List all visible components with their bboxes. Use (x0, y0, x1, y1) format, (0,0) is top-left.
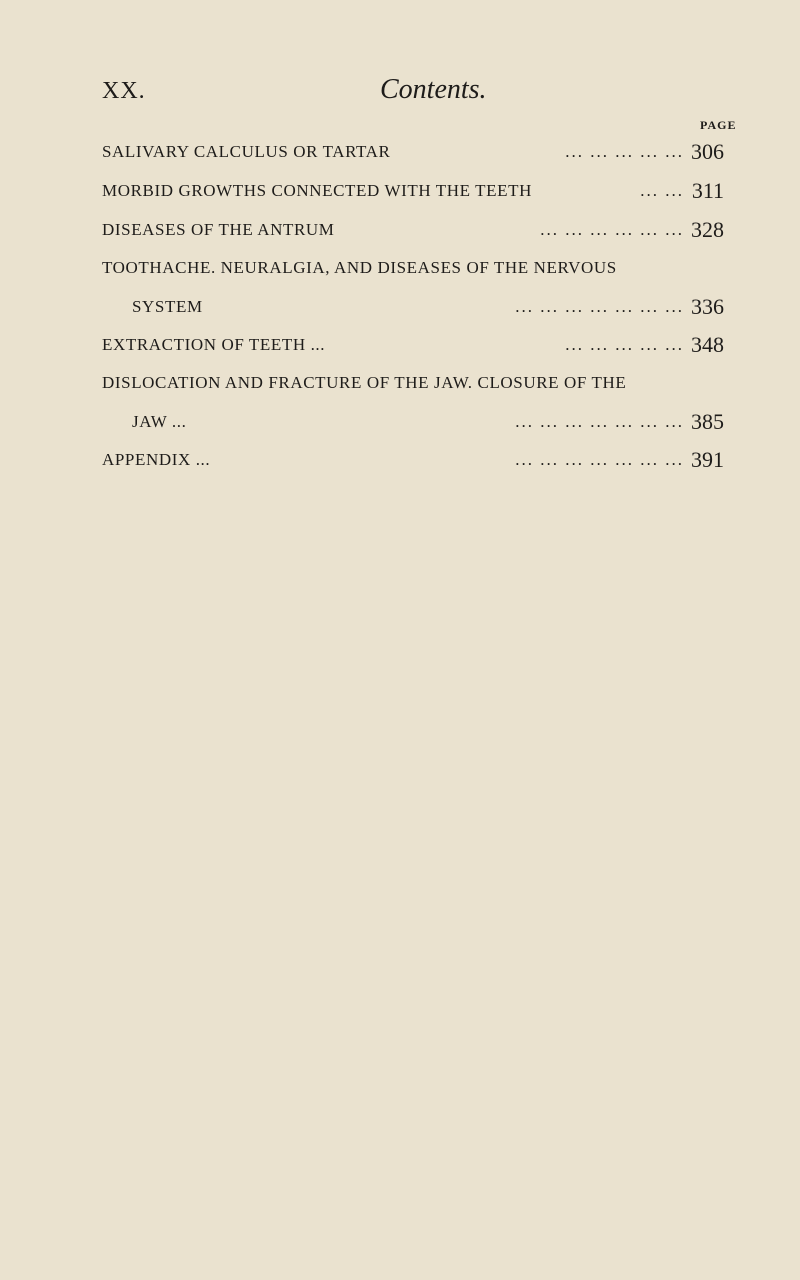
toc-leader: ... ... ... ... ... ... ... (515, 412, 684, 431)
toc-entry-continuation-label: SYSTEM (132, 297, 203, 316)
toc-entry-label: TOOTHACHE. NEURALGIA, AND DISEASES OF THE NERVOUS (102, 258, 617, 277)
toc-page-number: 391 (691, 447, 724, 472)
toc-leader: ... ... ... ... ... ... (540, 220, 684, 239)
toc-entry-label: EXTRACTION OF TEETH ... (102, 335, 326, 354)
toc-page-number: 336 (691, 294, 724, 319)
toc-entry (102, 178, 724, 207)
toc-entry-label: DISEASES OF THE ANTRUM (102, 220, 335, 239)
toc-page-number: 348 (691, 332, 724, 357)
toc-leader: ... ... ... ... ... (565, 335, 684, 354)
toc-page-number: 311 (691, 178, 724, 203)
toc-leader: ... ... ... ... ... ... ... (515, 450, 684, 469)
toc-page-number: 385 (691, 409, 724, 434)
toc-entry (102, 332, 724, 361)
toc-entry-label: MORBID GROWTHS CONNECTED WITH THE TEETH (102, 181, 532, 200)
toc-entry-label: APPENDIX ... (102, 450, 211, 469)
toc-entry (102, 217, 724, 246)
toc-entry-continuation-label: JAW ... (132, 412, 187, 431)
page-header (102, 74, 742, 114)
page-column-label: PAGE (700, 118, 737, 132)
toc-leader: ... ... ... ... ... ... ... (515, 297, 684, 316)
section-number: XX. (102, 78, 146, 104)
toc-entry (102, 139, 724, 168)
toc-entry (102, 447, 724, 476)
toc-page-number: 306 (691, 139, 724, 164)
toc-entry-continuation (102, 294, 724, 323)
toc-entry-continuation (102, 409, 724, 438)
toc-page-number: 328 (691, 217, 724, 242)
toc-entry-label: DISLOCATION AND FRACTURE OF THE JAW. CLOSURE OF THE (102, 373, 627, 392)
toc-entry-first-line (102, 373, 724, 399)
toc-leader: ... ... (640, 181, 684, 200)
toc-entry-label: SALIVARY CALCULUS OR TARTAR (102, 142, 391, 161)
toc-leader: ... ... ... ... ... (565, 142, 684, 161)
page-title: Contents. (380, 74, 487, 105)
toc-entry-first-line (102, 258, 724, 284)
